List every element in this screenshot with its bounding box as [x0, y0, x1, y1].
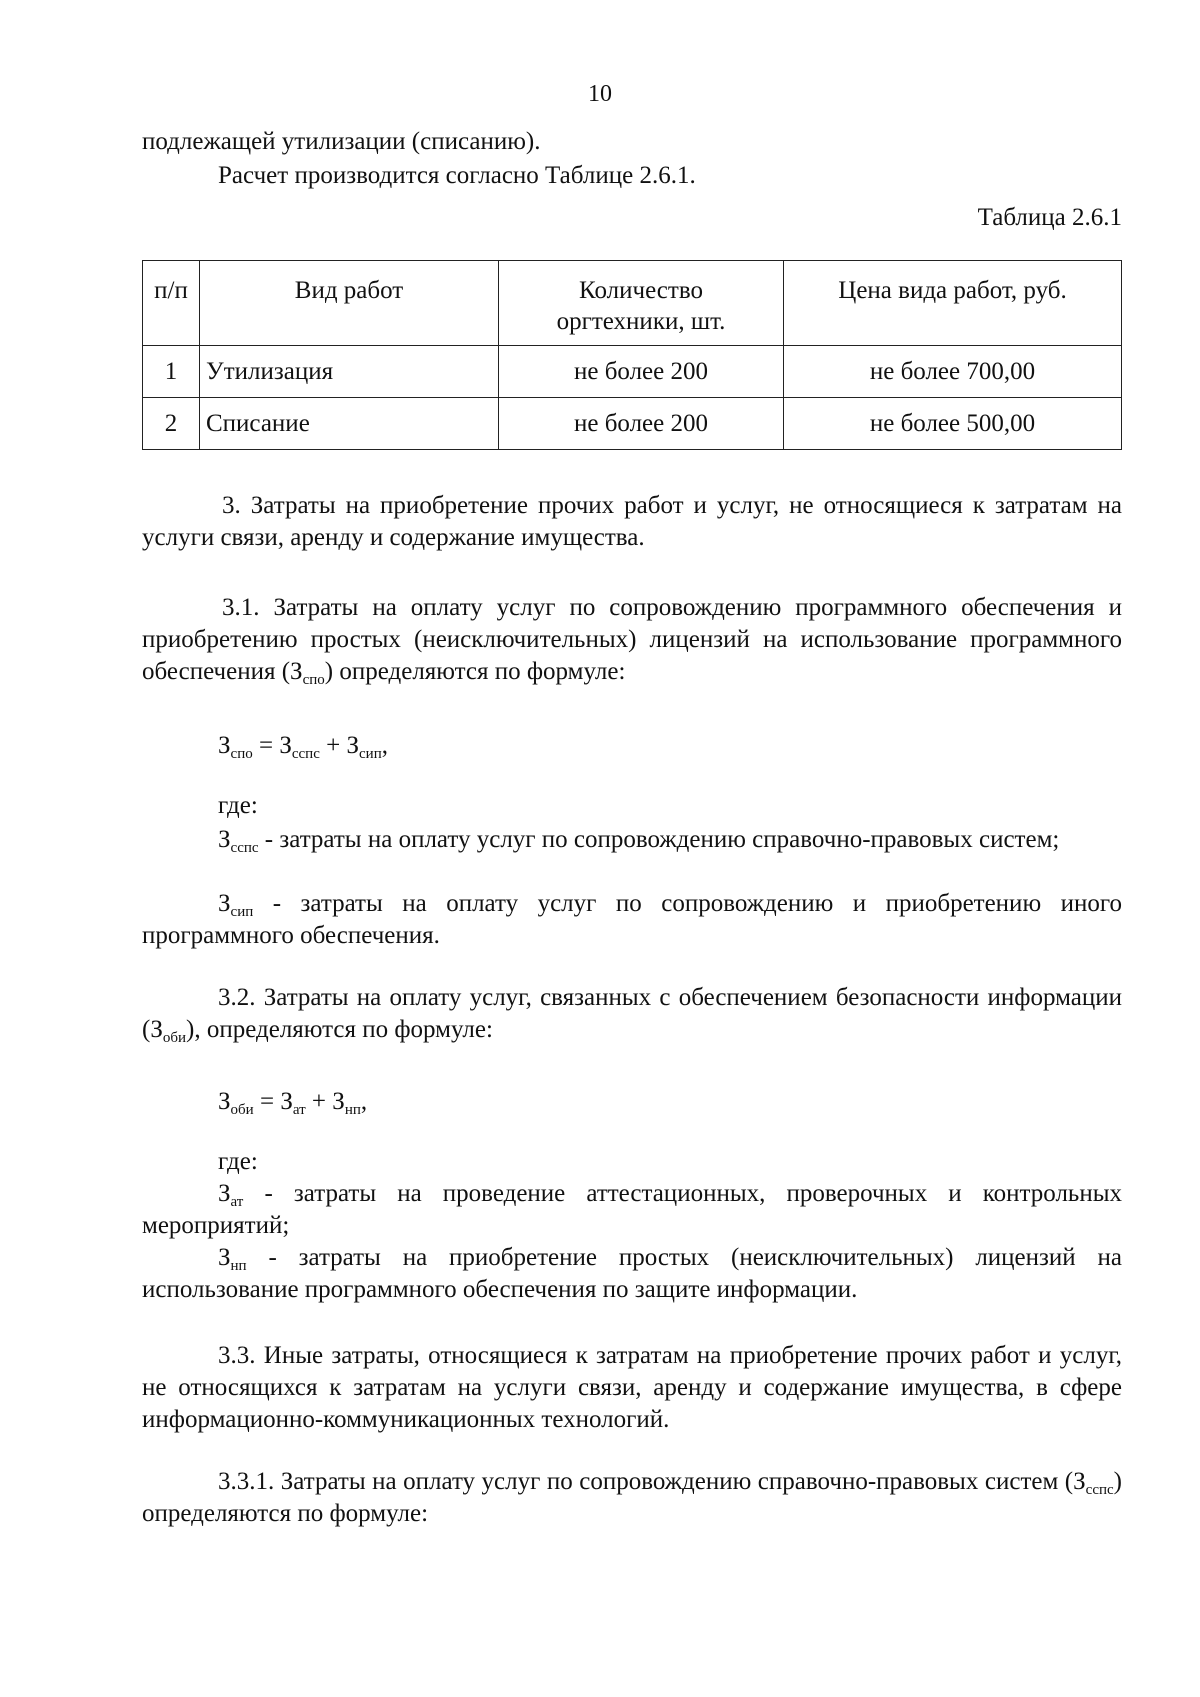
- section-3-1-text-after: ) определяются по формуле:: [324, 658, 626, 685]
- row-num: 1: [143, 346, 200, 398]
- section-3-paragraph: 3. Затраты на приобретение прочих работ и услуг, не относящиеся к затратам на услуги связи, аренду и содержание имущества.: [142, 492, 1122, 551]
- row-kind: Утилизация: [200, 346, 499, 398]
- table-header-row: [143, 261, 1122, 346]
- header-price: Цена вида работ, руб.: [784, 261, 1122, 346]
- formula-obi: $З_{оби} = З_{ат} + З_{нп}$,: [218, 1088, 368, 1118]
- section-3-2-paragraph: 3.2. Затраты на оплату услуг, связанных с обеспечением безопасности информации $(З_{оби})$, определяются по формуле:: [142, 984, 1122, 1046]
- header-qty-line2: оргтехники, шт.: [556, 308, 726, 335]
- row-qty: не более 200: [499, 398, 784, 450]
- section-3-2-definition-1: $З_{ат}$ - затраты на проведение аттестационных, проверочных и контрольных мероприятий;: [142, 1180, 1122, 1239]
- section-3-1-where: где:: [218, 792, 258, 819]
- section-3-1-sub: спо: [302, 672, 325, 688]
- row-num: 2: [143, 398, 200, 450]
- header-num: п/п: [143, 261, 200, 346]
- table-row: [143, 398, 1122, 450]
- row-price: не более 700,00: [784, 346, 1122, 398]
- intro-line-2: Расчет производится согласно Таблице 2.6.1.: [218, 162, 696, 189]
- header-qty-line1: Количество: [579, 277, 703, 304]
- row-price: не более 500,00: [784, 398, 1122, 450]
- table-row: [143, 346, 1122, 398]
- section-3-1-text-before: 3.1. Затраты на оплату услуг по сопровождению программного обеспечения и приобретению простых (неисключительных) лицензий на использование программного обеспечения (З: [142, 594, 1122, 685]
- section-3-3-paragraph: 3.3. Иные затраты, относящиеся к затратам на приобретение прочих работ и услуг, не относящихся к затратам на услуги связи, аренду и содержание имущества, в сфере информационно-коммуникационных технологий.: [142, 1342, 1122, 1433]
- intro-line-1: подлежащей утилизации (списанию).: [142, 128, 541, 155]
- header-qty: [499, 261, 784, 346]
- section-3-2-where: где:: [218, 1148, 258, 1175]
- works-table: [142, 260, 1122, 450]
- section-3-1-definition-1: $З_{сспс}$ - затраты на оплату услуг по сопровождению справочно-правовых систем;: [218, 826, 1060, 856]
- formula-spo: $З_{спо} = З_{сспс} + З_{сип}$,: [218, 732, 388, 762]
- row-qty: не более 200: [499, 346, 784, 398]
- section-3-2-definition-2: $З_{нп}$ - затраты на приобретение простых (неисключительных) лицензий на использование программного обеспечения по защите информации.: [142, 1244, 1122, 1303]
- section-3-3-1-paragraph: 3.3.1. Затраты на оплату услуг по сопровождению справочно-правовых систем $(З_{сспс})$ определяются по формуле:: [142, 1468, 1122, 1527]
- section-3-1-definition-2: $З_{сип}$ - затраты на оплату услуг по сопровождению и приобретению иного программного обеспечения.: [142, 890, 1122, 949]
- section-3-1-paragraph: [142, 592, 1122, 688]
- header-kind: Вид работ: [200, 261, 499, 346]
- table-caption: Таблица 2.6.1: [977, 204, 1122, 231]
- row-kind: Списание: [200, 398, 499, 450]
- page-number: 10: [588, 81, 612, 107]
